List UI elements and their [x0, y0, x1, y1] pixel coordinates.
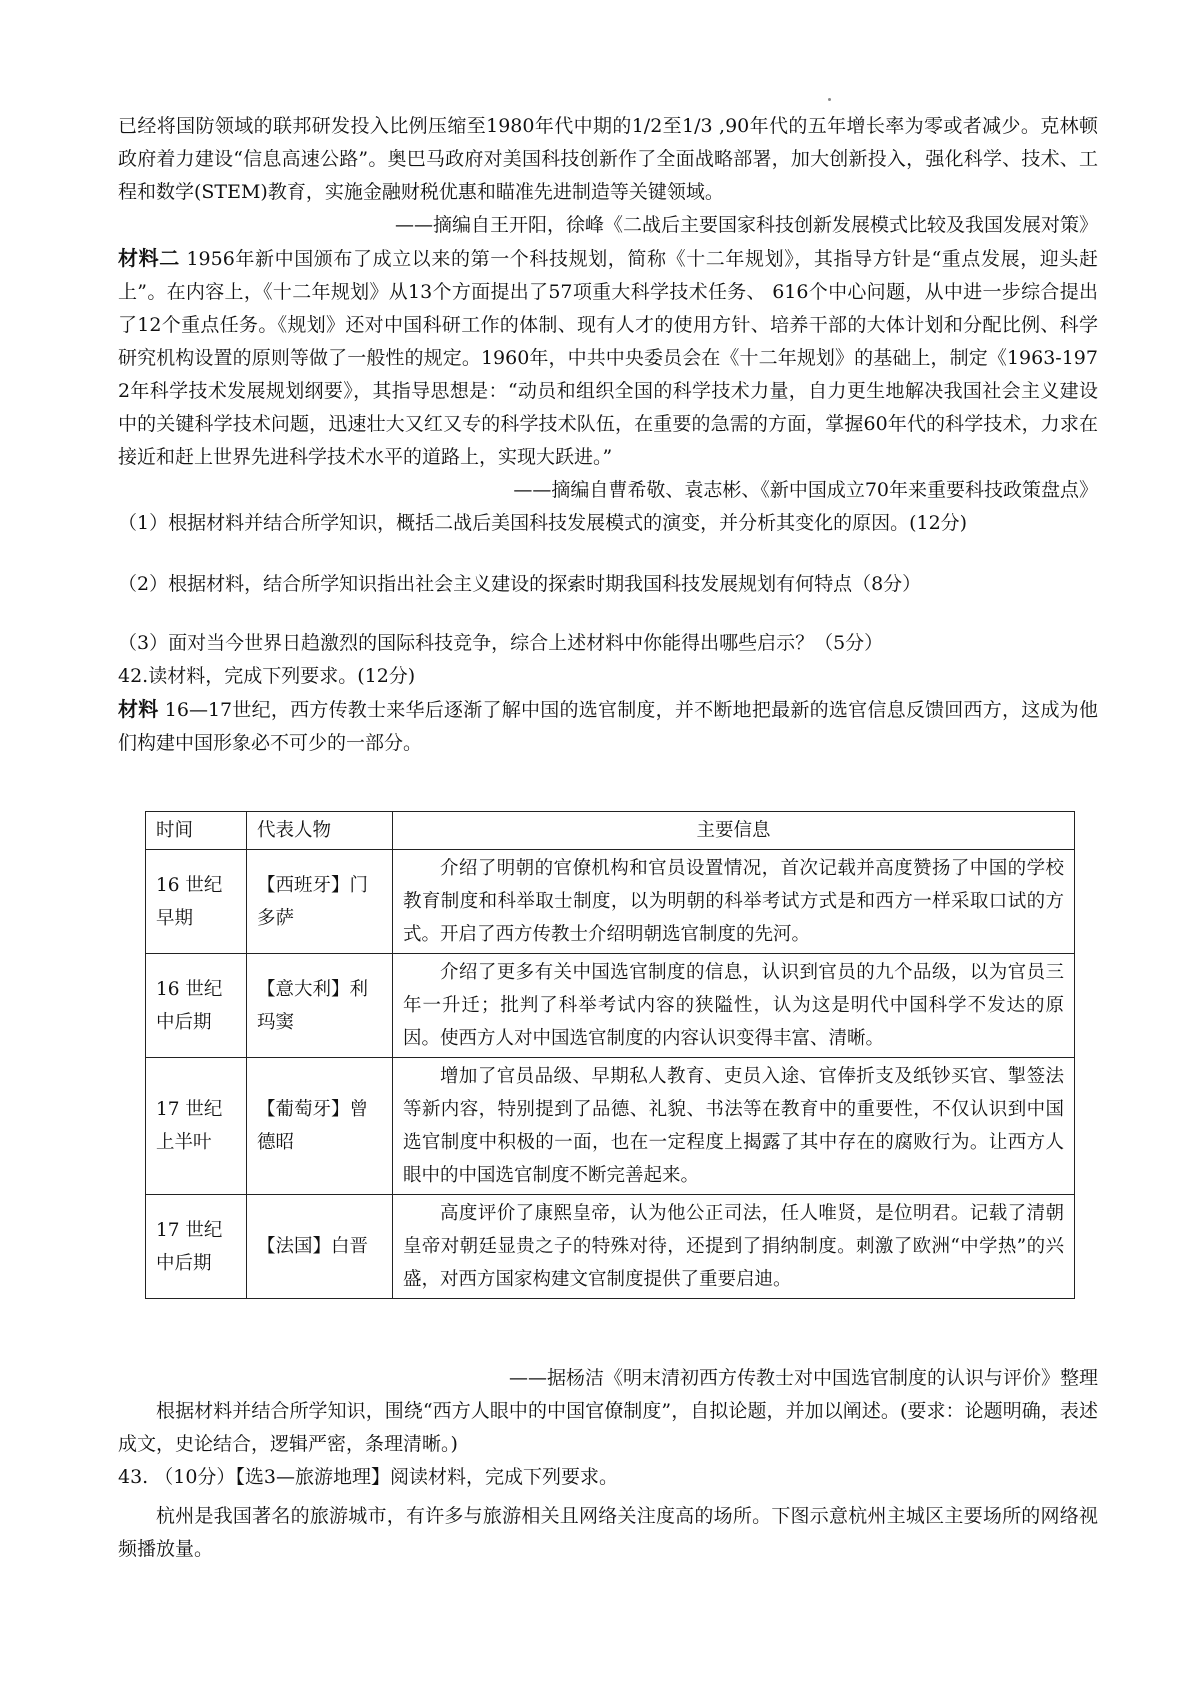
question42-heading: 42.读材料，完成下列要求。(12分) — [118, 665, 416, 687]
table-row — [146, 1195, 1075, 1299]
row-time: 16 世纪中后期 — [146, 954, 247, 1058]
page-content — [118, 110, 1098, 760]
row-info: 高度评价了康熙皇帝，认为他公正司法，任人唯贤，是位明君。记载了清朝皇帝对朝廷显贵之子的特殊对待，还提到了捐纳制度。刺激了欧洲“中学热”的兴盛，对西方国家构建文官制度提供了重要启迪。 — [393, 1195, 1075, 1299]
table-header-row — [146, 812, 1075, 850]
material2-source: ——摘编自曹希敬、袁志彬、《新中国成立70年来重要科技政策盘点》 — [513, 479, 1098, 501]
question42-material — [118, 693, 1098, 760]
question42-material-label: 材料 — [118, 697, 159, 721]
after-table-content — [118, 1362, 1098, 1566]
scan-dot — [828, 98, 831, 101]
material2-label: 材料二 — [118, 246, 180, 270]
question41-2: （2）根据材料，结合所学知识指出社会主义建设的探索时期我国科技发展规划有何特点（8分） — [118, 573, 922, 595]
table-row — [146, 850, 1075, 954]
material2-paragraph — [118, 242, 1098, 474]
header-time: 时间 — [146, 812, 247, 850]
question41-1: （1）根据材料并结合所学知识，概括二战后美国科技发展模式的演变，并分析其变化的原因。(12分) — [118, 512, 968, 534]
row-time: 17 世纪中后期 — [146, 1195, 247, 1299]
question42-requirement: 根据材料并结合所学知识，围绕“西方人眼中的中国官僚制度”，自拟论题，并加以阐述。(要求：论题明确，表述成文，史论结合，逻辑严密，条理清晰。) — [118, 1400, 1098, 1455]
row-info: 增加了官员品级、早期私人教育、吏员入途、官俸折支及纸钞买官、掣签法等新内容，特别提到了品德、礼貌、书法等在教育中的重要性，不仅认识到中国选官制度中积极的一面，也在一定程度上揭露了其中存在的腐败行为。让西方人眼中的中国选官制度不断完善起来。 — [393, 1058, 1075, 1195]
material2-text: 1956年新中国颁布了成立以来的第一个科技规划，简称《十二年规划》，其指导方针是“重点发展，迎头赶上”。在内容上，《十二年规划》从13个方面提出了57项重大科学技术任务、 616个中心问题，从中进一步综合提出了12个重点任务。《规划》还对中国科研工作的体制、现有人才的使用方针、培养干部的大体计划和分配比例、科学研究机构设置的原则等做了一般性的规定。1960年，中共中央委员会在《十二年规划》的基础上，制定《1963-1972年科学技术发展规划纲要》，其指导思想是：“动员和组织全国的科学技术力量，自力更生地解决我国社会主义建设中的关键科学技术问题，迅速壮大又红又专的科学技术队伍，在重要的急需的方面，掌握60年代的科学技术，力求在接近和赶上世界先进科学技术水平的道路上，实现大跃进。” — [118, 248, 1098, 468]
question43-heading: 43. （10分）【选3—旅游地理】阅读材料，完成下列要求。 — [118, 1466, 619, 1488]
table-row — [146, 1058, 1075, 1195]
question43-text: 杭州是我国著名的旅游城市，有许多与旅游相关且网络关注度高的场所。下图示意杭州主城区主要场所的网络视频播放量。 — [118, 1505, 1098, 1560]
header-person: 代表人物 — [247, 812, 393, 850]
question41-3: （3）面对当今世界日趋激烈的国际科技竞争，综合上述材料中你能得出哪些启示？（5分） — [118, 632, 884, 654]
row-time: 17 世纪上半叶 — [146, 1058, 247, 1195]
row-person: 【意大利】利玛窦 — [247, 954, 393, 1058]
row-person: 【法国】白晋 — [247, 1195, 393, 1299]
material1-source: ——摘编自王开阳，徐峰《二战后主要国家科技创新发展模式比较及我国发展对策》 — [394, 214, 1098, 236]
row-time: 16 世纪早期 — [146, 850, 247, 954]
question42-source: ——据杨洁《明末清初西方传教士对中国选官制度的认识与评价》整理 — [508, 1367, 1098, 1389]
missionary-info-table — [145, 811, 1075, 1299]
table-row — [146, 954, 1075, 1058]
row-info: 介绍了明朝的官僚机构和官员设置情况，首次记载并高度赞扬了中国的学校教育制度和科举取士制度，以为明朝的科举考试方式是和西方一样采取口试的方式。开启了西方传教士介绍明朝选官制度的先河。 — [393, 850, 1075, 954]
row-info: 介绍了更多有关中国选官制度的信息，认识到官员的九个品级，以为官员三年一升迁；批判了科举考试内容的狭隘性，认为这是明代中国科学不发达的原因。使西方人对中国选官制度的内容认识变得丰富、清晰。 — [393, 954, 1075, 1058]
row-person: 【葡萄牙】曾德昭 — [247, 1058, 393, 1195]
header-info: 主要信息 — [393, 812, 1075, 850]
question42-intro: 16—17世纪，西方传教士来华后逐渐了解中国的选官制度，并不断地把最新的选官信息反馈回西方，这成为他们构建中国形象必不可少的一部分。 — [118, 699, 1098, 754]
row-person: 【西班牙】门多萨 — [247, 850, 393, 954]
material1-tail-text: 已经将国防领域的联邦研发投入比例压缩至1980年代中期的1/2至1/3 ,90年代的五年增长率为零或者减少。克林顿政府着力建设“信息高速公路”。奥巴马政府对美国科技创新作了全面战略部署，加大创新投入，强化科学、技术、工程和数学(STEM)教育，实施金融财税优惠和瞄准先进制造等关键领域。 — [118, 115, 1098, 203]
